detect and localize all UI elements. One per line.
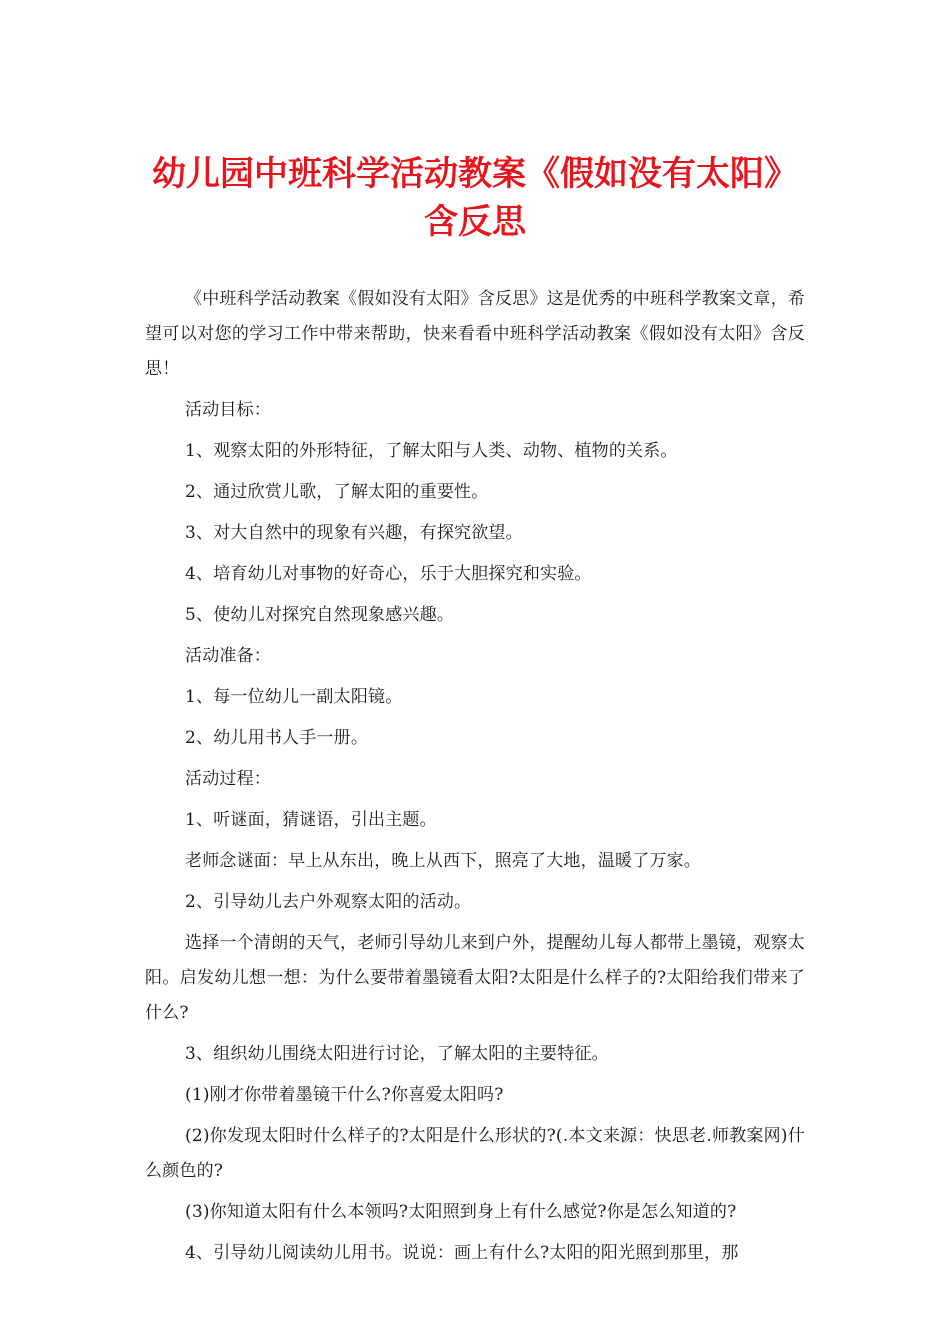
preparation-item: 1、每一位幼儿一副太阳镜。	[185, 687, 403, 707]
preparation-item: 2、幼儿用书人手一册。	[185, 728, 369, 748]
section-heading-preparation: 活动准备：	[185, 646, 271, 666]
document-body	[145, 282, 805, 1277]
question-item: (2)你发现太阳时什么样子的?太阳是什么形状的?(.本文来源：快思老.师教案网)什么颜色的?	[145, 1126, 805, 1181]
section-heading-goals: 活动目标：	[185, 400, 271, 420]
section-heading-process: 活动过程：	[185, 769, 271, 789]
goal-item: 2、通过欣赏儿歌，了解太阳的重要性。	[185, 482, 489, 502]
goal-item: 5、使幼儿对探究自然现象感兴趣。	[185, 605, 455, 625]
process-step: 3、组织幼儿围绕太阳进行讨论，了解太阳的主要特征。	[185, 1044, 609, 1064]
process-text: 选择一个清朗的天气，老师引导幼儿来到户外，提醒幼儿每人都带上墨镜，观察太阳。启发幼儿想一想：为什么要带着墨镜看太阳?太阳是什么样子的?太阳给我们带来了什么?	[145, 933, 805, 1023]
question-item: (3)你知道太阳有什么本领吗?太阳照到身上有什么感觉?你是怎么知道的?	[185, 1202, 737, 1222]
document-title-line-2: 含反思	[424, 202, 526, 242]
process-step: 2、引导幼儿去户外观察太阳的活动。	[185, 892, 472, 912]
goal-item: 1、观察太阳的外形特征，了解太阳与人类、动物、植物的关系。	[185, 441, 678, 461]
document-title-line-1: 幼儿园中班科学活动教案《假如没有太阳》	[152, 154, 798, 194]
goal-item: 3、对大自然中的现象有兴趣，有探究欲望。	[185, 523, 523, 543]
goal-item: 4、培育幼儿对事物的好奇心，乐于大胆探究和实验。	[185, 564, 592, 584]
intro-paragraph: 《中班科学活动教案《假如没有太阳》含反思》这是优秀的中班科学教案文章，希望可以对您的学习工作中带来帮助，快来看看中班科学活动教案《假如没有太阳》含反思！	[145, 289, 805, 379]
process-step: 1、听谜面，猜谜语，引出主题。	[185, 810, 437, 830]
question-item: (1)刚才你带着墨镜干什么?你喜爱太阳吗?	[185, 1085, 504, 1105]
process-text: 老师念谜面：早上从东出，晚上从西下，照亮了大地，温暖了万家。	[185, 851, 701, 871]
process-step: 4、引导幼儿阅读幼儿用书。说说：画上有什么?太阳的阳光照到那里，那	[185, 1243, 739, 1263]
